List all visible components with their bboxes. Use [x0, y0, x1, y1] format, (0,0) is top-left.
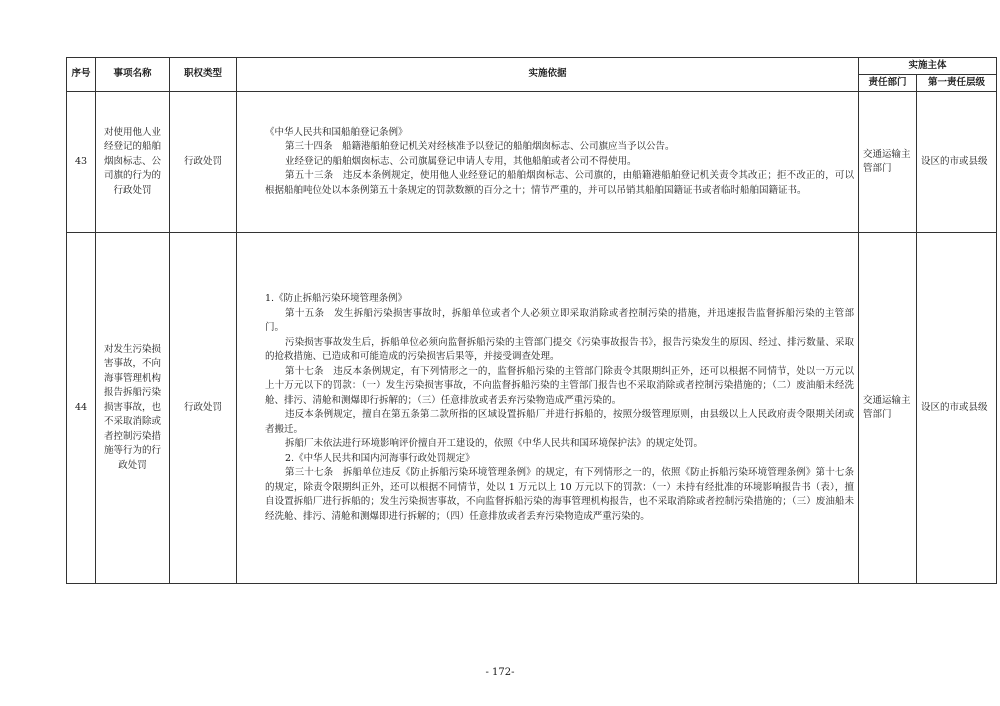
page-number: - 172-: [485, 667, 515, 678]
basis-line: 拆船厂未依法进行环境影响评价擅自开工建设的，依照《中华人民共和国环境保护法》的规定处罚。: [285, 438, 704, 449]
basis-line: 违反本条例规定，擅自在第五条第二款所指的区域设置拆船厂并进行拆船的，按照分级管理原则，由县级以上人民政府责令限期关闭或者搬迁。: [265, 409, 855, 435]
basis-line: 第三十七条 拆船单位违反《防止拆船污染环境管理条例》的规定，有下列情形之一的，依照《防止拆船污染环境管理条例》第十七条的规定，除责令限期纠正外，还可以根据不同情节，处以 1 万元以上 10 万元以下的罚款：（一）未持有经批准的环境影响报告书（表），擅自设置拆船厂进行拆船的；发生污染损害事故，不向监督拆船污染的海事管理机构报告，也不采取消除或者控制污染措施的；（三）废油船未经洗舱、排污、清舱和测爆即进行拆解的；（四）任意排放或者丢弃污染物造成严重污染的。: [265, 467, 855, 522]
row-seq: 44: [67, 233, 96, 584]
header-row: [67, 58, 997, 75]
authority-table: [66, 57, 997, 584]
row-seq: 43: [67, 92, 96, 233]
header-subject: 实施主体: [859, 58, 997, 75]
row-first-level: 设区的市或县级: [917, 233, 997, 584]
row-basis: [237, 233, 859, 584]
header-power-type: 职权类型: [170, 58, 237, 92]
basis-line: 2.《中华人民共和国内河海事行政处罚规定》: [285, 452, 475, 464]
row-responsible-dept: 交通运输主管部门: [859, 233, 917, 584]
basis-line: 第十五条 发生拆船污染损害事故时，拆船单位或者个人必须立即采取消除或者控制污染的措施，并迅速报告监督拆船污染的主管部门。: [265, 307, 855, 333]
basis-line: 第三十四条 船籍港船舶登记机关对经核准予以登记的船舶烟囱标志、公司旗应当予以公告。: [285, 141, 675, 153]
row-power-type: 行政处罚: [170, 233, 237, 584]
row-power-type: 行政处罚: [170, 92, 237, 233]
basis-line: 污染损害事故发生后，拆船单位必须向监督拆船污染的主管部门提交《污染事故报告书》，报告污染发生的原因、经过、排污数量、采取的抢救措施、已造成和可能造成的污染损害后果等，并接受调查处理。: [265, 336, 855, 362]
row-basis: [237, 92, 859, 233]
header-item-name: 事项名称: [96, 58, 170, 92]
row-responsible-dept: 交通运输主管部门: [859, 92, 917, 233]
basis-line: 第十七条 违反本条例规定，有下列情形之一的，监督拆船污染的主管部门除责令其限期纠正外，还可以根据不同情节，处以一万元以上十万元以下的罚款：（一）发生污染损害事故，不向监督拆船污染的主管部门报告也不采取消除或者控制污染措施的；（二）废油船未经洗舱、排污、清舱和测爆即行拆解的；（三）任意排放或者丢弃污染物造成严重污染的。: [265, 365, 855, 406]
basis-line: 1.《防止拆船污染环境管理条例》: [265, 293, 408, 304]
basis-line: 第五十三条 违反本条例规定，使用他人业经登记的船舶烟囱标志、公司旗的，由船籍港船舶登记机关责令其改正；拒不改正的，可以根据船舶吨位处以本条例第五十条规定的罚款数额的百分之十；情节严重的，并可以吊销其船舶国籍证书或者临时船舶国籍证书。: [265, 170, 855, 196]
header-first-level: 第一责任层级: [917, 75, 997, 92]
table-row: [67, 92, 997, 233]
table-row: [67, 233, 997, 584]
header-basis: 实施依据: [237, 58, 859, 92]
header-responsible-dept: 责任部门: [859, 75, 917, 92]
row-first-level: 设区的市或县级: [917, 92, 997, 233]
row-item-name: 对使用他人业经登记的船舶烟囱标志、公司旗的行为的行政处罚: [96, 92, 170, 233]
header-seq: 序号: [67, 58, 96, 92]
basis-line: 《中华人民共和国船舶登记条例》: [265, 126, 408, 138]
basis-line: 业经登记的船舶烟囱标志、公司旗属登记申请人专用，其他船舶或者公司不得使用。: [285, 155, 637, 167]
row-item-name: 对发生污染损害事故，不向海事管理机构报告拆船污染损害事故，也不采取消除或者控制污染措施等行为的行政处罚: [96, 233, 170, 584]
